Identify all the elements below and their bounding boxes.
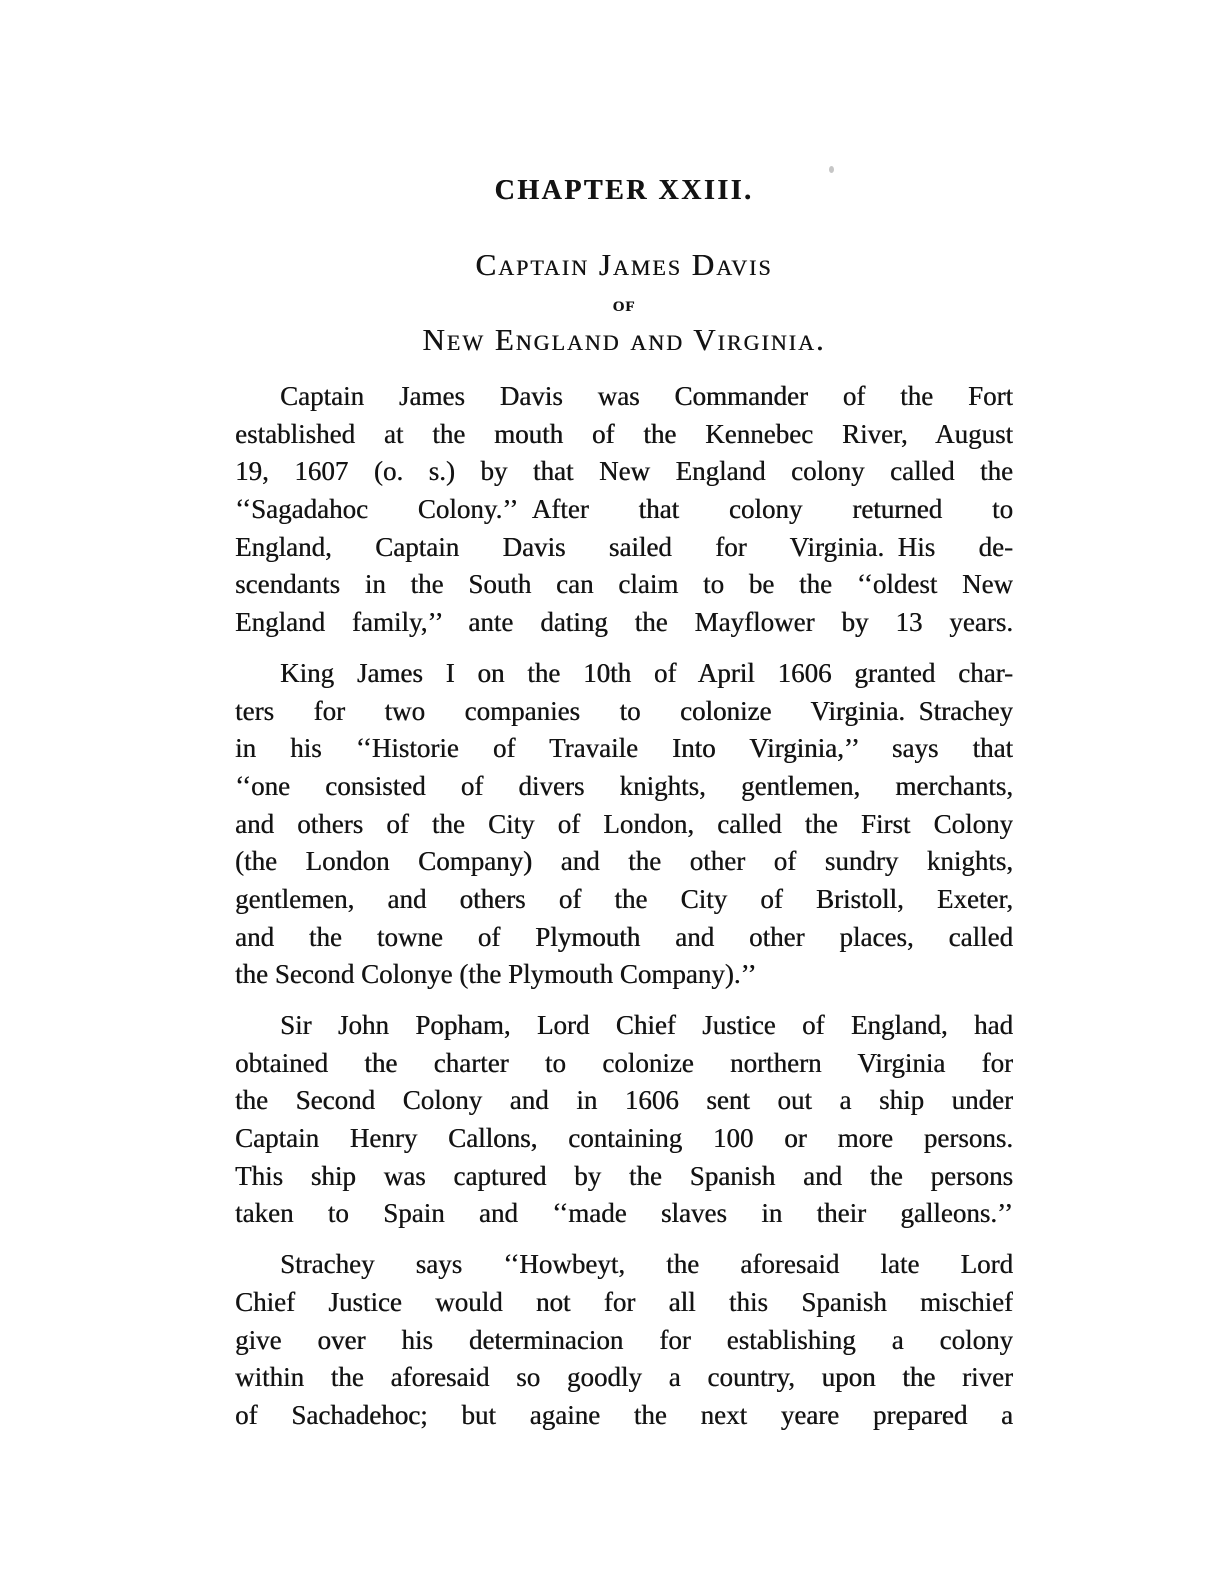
text-line: scendants in the South can claim to be the ‘‘oldest New [235,569,1013,600]
text-line: England, Captain Davis sailed for Virginia. His de- [235,531,1013,562]
text-line: obtained the charter to colonize northern Virginia for [235,1047,1013,1078]
text-line: This ship was captured by the Spanish and the persons [235,1160,1013,1191]
title-captain-james-davis: Captain James Davis [475,247,773,282]
text-line: in his ‘‘Historie of Travaile Into Virginia,’’ says that [235,733,1013,764]
text-line: within the aforesaid so goodly a country, upon the river [235,1362,1013,1393]
text-line: England family,’’ ante dating the Mayflower by 13 years. [235,607,1013,638]
text-line: and others of the City of London, called the First Colony [235,808,1013,839]
text-line: ‘‘one consisted of divers knights, gentlemen, merchants, [235,770,1013,801]
text-line: Chief Justice would not for all this Spanish mischief [235,1286,1013,1317]
title-of: of [612,291,636,316]
text-line: gentlemen, and others of the City of Bristoll, Exeter, [235,883,1013,914]
title-new-england-and-virginia: New England and Virginia. [422,322,826,357]
text-line: Captain James Davis was Commander of the Fort [280,381,1013,411]
paragraph-4 [235,1246,1013,1434]
text-line: ‘‘Sagadahoc Colony.’’ After that colony returned to [235,494,1013,525]
chapter-heading: CHAPTER XXIII. [494,175,754,206]
text-line: established at the mouth of the Kennebec River, August [235,418,1013,449]
scan-artifact [829,166,834,173]
text-line: the Second Colony and in 1606 sent out a ship under [235,1085,1013,1116]
text-line: (the London Company) and the other of sundry knights, [235,846,1013,877]
paragraph-2 [235,655,1013,994]
text-line: taken to Spain and ‘‘made slaves in their galleons.’’ [235,1198,1013,1229]
body-text [235,378,1013,1435]
text-line: of Sachadehoc; but againe the next yeare prepared a [235,1399,1013,1430]
text-line: Strachey says ‘‘Howbeyt, the aforesaid late Lord [280,1249,1013,1280]
paragraph-1 [235,378,1013,642]
text-line: King James I on the 10th of April 1606 granted char- [280,657,1013,688]
text-line: and the towne of Plymouth and other places, called [235,921,1013,952]
text-line: give over his determinacion for establishing a colony [235,1324,1013,1355]
text-line: Captain Henry Callons, containing 100 or more persons. [235,1123,1013,1154]
text-line: Sir John Popham, Lord Chief Justice of England, had [280,1010,1013,1040]
text-line: 19, 1607 (o. s.) by that New England colony called the [235,456,1013,487]
text-line: the Second Colonye (the Plymouth Company).’’ [235,959,757,990]
text-line: ters for two companies to colonize Virginia. Strachey [235,695,1013,726]
paragraph-3 [235,1007,1013,1233]
